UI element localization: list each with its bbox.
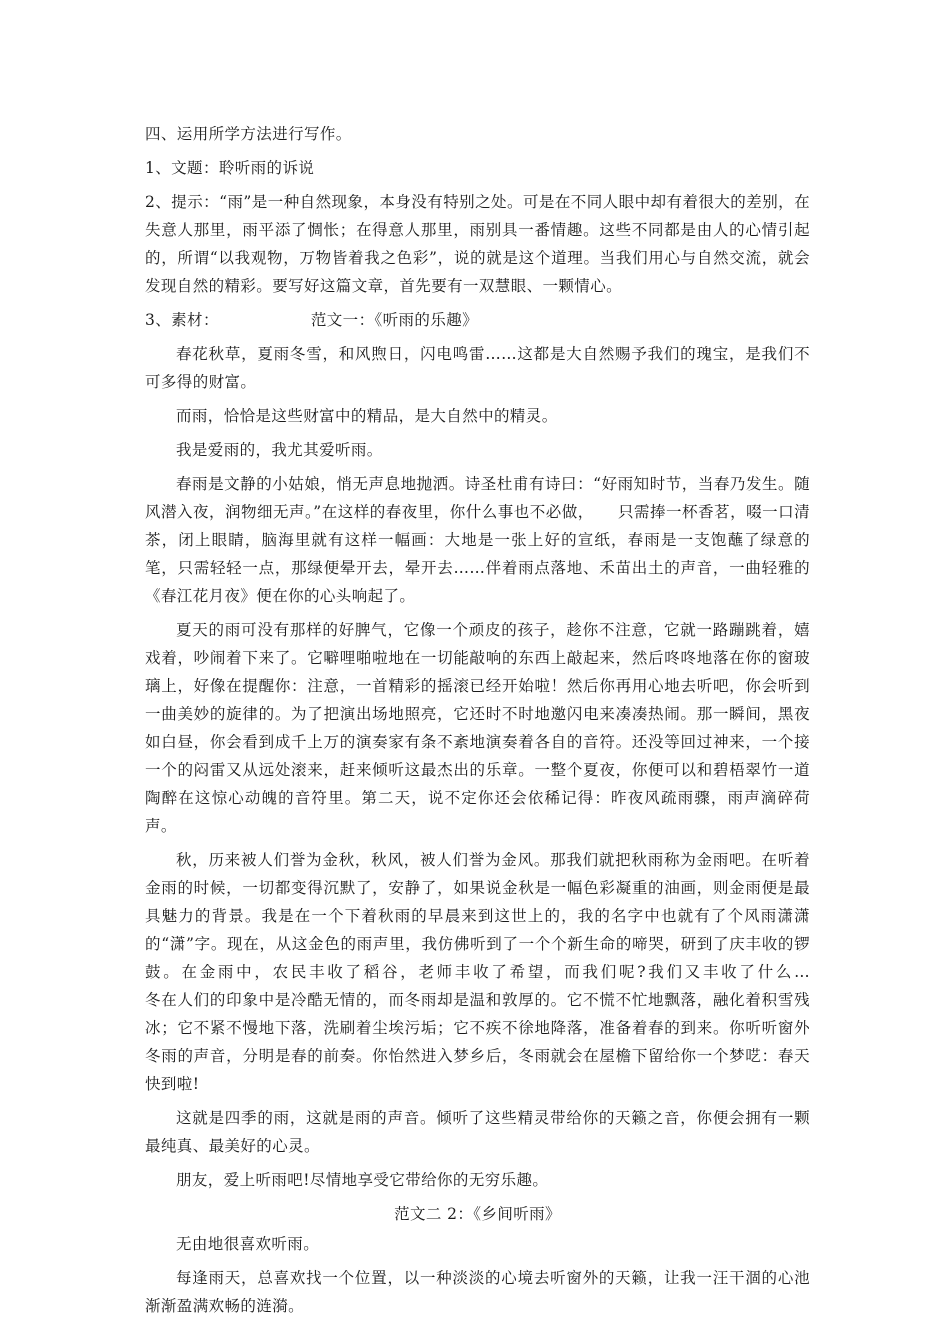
document-page (145, 120, 906, 1320)
essay1-paragraph: 夏天的雨可没有那样的好脾气，它像一个顽皮的孩子，趁你不注意，它就一路蹦跳着，嬉戏着，吵闹着下来了。它噼哩啪啦地在一切能敲响的东西上敲起来，然后咚咚地落在你的窗玻璃上，好像在提醒你：注意，一首精彩的摇滚已经开始啦！然后你再用心地去听吧，你会听到一曲美妙的旋律的。为了把演出场地照亮，它还时不时地邀闪电来凑凑热闹。那一瞬间，黑夜如白昼，你会看到成千上万的演奏家有条不紊地演奏着各自的音符。还没等回过神来，一个接一个的闷雷又从远处滚来，赶来倾听这最杰出的乐章。一整个夏夜，你便可以和碧梧翠竹一道陶醉在这惊心动魄的音符里。第二天，说不定你还会依稀记得：昨夜风疏雨骤，雨声滴碎荷声。 (145, 621, 810, 835)
essay2-title: 范文二 2：《乡间听雨》 (394, 1205, 561, 1223)
essay2-paragraph: 每逢雨天，总喜欢找一个位置，以一种淡淡的心境去听窗外的天籁，让我一汪干涸的心池渐渐盈满欢畅的涟漪。 (145, 1269, 810, 1315)
topic-line: 1、文题：聆听雨的诉说 (145, 159, 315, 177)
essay1-paragraph: 这就是四季的雨，这就是雨的声音。倾听了这些精灵带给你的天籁之音，你便会拥有一颗最纯真、最美好的心灵。 (145, 1109, 810, 1155)
essay1-paragraph: 春花秋草，夏雨冬雪，和风煦日，闪电鸣雷……这都是大自然赐予我们的瑰宝，是我们不可多得的财富。 (145, 345, 810, 391)
section-heading: 四、运用所学方法进行写作。 (145, 125, 352, 143)
essay1-paragraph: 我是爱雨的，我尤其爱听雨。 (176, 441, 383, 459)
hint-paragraph: 2、提示：“雨”是一种自然现象，本身没有特别之处。可是在不同人眼中却有着很大的差别，在失意人那里，雨平添了惆怅；在得意人那里，雨别具一番情趣。这些不同都是由人的心情引起的，所谓“以我观物，万物皆着我之色彩”，说的就是这个道理。当我们用心与自然交流，就会发现自然的精彩。要写好这篇文章，首先要有一双慧眼、一颗情心。 (145, 193, 810, 295)
essay1-paragraph: 而雨，恰恰是这些财富中的精品，是大自然中的精灵。 (176, 407, 558, 425)
essay1-title: 范文一：《听雨的乐趣》 (310, 311, 479, 329)
essay1-paragraph: 秋，历来被人们誉为金秋，秋风，被人们誉为金风。那我们就把秋雨称为金雨吧。在听着金雨的时候，一切都变得沉默了，安静了，如果说金秋是一幅色彩凝重的油画，则金雨便是最具魅力的背景。我是在一个下着秋雨的早晨来到这世上的，我的名字中也就有了个风雨潇潇的“潇”字。现在，从这金色的雨声里，我仿佛听到了一个个新生命的啼哭，研到了庆丰收的锣鼓。在金雨中，农民丰收了稻谷，老师丰收了希望，而我们呢?我们又丰收了什么… 冬在人们的印象中是冷酷无情的，而冬雨却是温和敦厚的。它不慌不忙地飘落，融化着积雪残冰；它不紧不慢地下落，洗刷着尘埃污垢；它不疾不徐地降落，准备着春的到来。你听听窗外冬雨的声音，分明是春的前奏。你怡然进入梦乡后，冬雨就会在屋檐下留给你一个梦呓：春天快到啦! (145, 851, 906, 1093)
essay1-paragraph: 朋友，爱上听雨吧!尽情地享受它带给你的无穷乐趣。 (176, 1171, 549, 1189)
material-label: 3、素材： (145, 311, 219, 329)
essay1-paragraph: 春雨是文静的小姑娘，悄无声息地抛洒。诗圣杜甫有诗曰：“好雨知时节，当春乃发生。随风潜入夜，润物细无声。”在这样的春夜里，你什么事也不必做， 只需捧一杯香茗，啜一口清茶，闭上眼睛，脑海里就有这样一幅画：大地是一张上好的宣纸，春雨是一支饱蘸了绿意的笔，只需轻轻一点，那绿便晕开去，晕开去……伴着雨点落地、禾苗出土的声音，一曲轻雅的《春江花月夜》便在你的心头响起了。 (145, 475, 810, 605)
material-line (145, 306, 810, 334)
essay2-paragraph: 无由地很喜欢听雨。 (176, 1235, 320, 1253)
